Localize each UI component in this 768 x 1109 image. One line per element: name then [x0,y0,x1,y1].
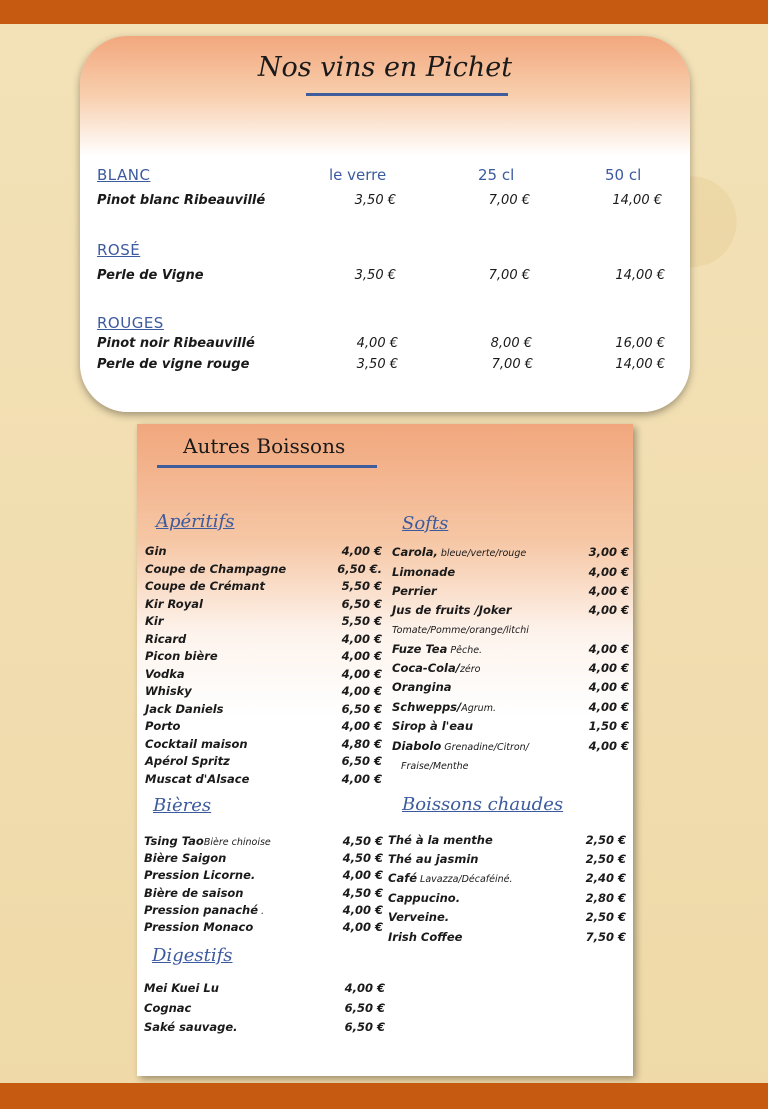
drink-name [145,702,224,716]
drink-name-text: Tsing Tao [144,834,204,848]
drink-name [388,833,493,847]
drink-price: 4,00 € [341,719,382,733]
wine-price-50cl: 14,00 € [612,193,662,208]
drink-price: 6,50 € [341,701,382,716]
drink-name-text: Café [388,871,418,885]
drink-name-text: Thé à la menthe [388,833,493,847]
wine-price-50cl: 16,00 € [615,336,665,351]
drink-price: 4,00 € [588,584,629,598]
drink-price: 4,50 € [342,834,383,848]
drink-name [388,852,478,866]
drink-name-text: Saké sauvage. [144,1020,238,1034]
drink-name-text: Thé au jasmin [388,852,479,866]
drink-name-text: Perrier [392,584,437,598]
drink-name-text: Jack Daniels [145,701,224,716]
drink-name [392,719,473,733]
drink-price: 4,00 € [342,903,383,917]
wine-price-25cl: 8,00 € [490,336,532,351]
drink-price: 4,00 € [342,868,383,882]
drink-name-text: Jus de fruits /Joker [392,603,512,617]
drink-price: 4,00 € [588,642,629,656]
drink-name-text: Apérol Spritz [145,754,230,768]
category-aperitifs: Apéritifs [156,511,235,532]
drink-price: 4,00 € [341,649,382,663]
drink-name [144,981,219,995]
drink-detail: zéro [459,664,481,675]
drink-name-text: Kir Royal [145,596,203,611]
drink-name [144,868,255,882]
drink-name [145,684,192,698]
drink-name-text: Vodka [145,666,185,681]
drink-name-text: Bière de saison [144,886,244,900]
wine-card-title: Nos vins en Pichet [257,52,513,83]
drink-name [145,667,185,681]
drink-name [392,700,496,714]
drink-name [144,1020,238,1034]
wine-price-25cl: 7,00 € [488,193,530,208]
bottom-orange-band [0,1083,768,1109]
drink-name-text: Picon bière [145,649,218,663]
col-head-glass: le verre [329,166,387,184]
drink-price: 2,50 € [585,833,626,847]
drink-name [145,737,248,751]
drink-name-text: Limonade [392,565,456,579]
section-rouges: ROUGES [97,314,164,332]
wine-price-glass: 3,50 € [354,268,396,283]
drink-price: 4,00 € [588,603,629,617]
drink-name-text: Cocktail maison [145,736,248,751]
drink-name-text: Pression Monaco [144,920,254,934]
drink-price: 5,50 € [341,579,382,593]
juice-flavors-note: Tomate/Pomme/orange/litchi [392,625,529,636]
drink-name [144,1001,191,1015]
drink-name-text: Mei Kuei Lu [144,981,219,995]
category-bieres: Bières [153,795,212,816]
drink-name [388,910,449,924]
drink-name [392,545,526,559]
drink-name [392,642,482,656]
category-softs: Softs [402,513,449,534]
drink-price: 4,00 € [588,680,629,694]
drink-name [145,562,286,576]
drink-name [144,903,264,917]
drink-detail: Bière chinoise [203,837,271,848]
drink-name-text: Diabolo [392,739,442,753]
drink-price: 4,80 € [341,736,382,751]
drink-price: 7,50 € [585,930,626,944]
section-blanc: BLANC [97,166,151,184]
drink-name-text: Whisky [145,684,192,698]
drink-price: 4,00 € [341,544,382,558]
drink-name [392,565,455,579]
drink-name-text: Gin [145,544,167,558]
category-boissons-chaudes: Boissons chaudes [402,794,564,815]
drink-detail: Lavazza/Décaféiné. [417,874,513,885]
drink-price: 4,00 € [588,700,629,714]
drink-name-text: Cognac [144,1001,192,1015]
drink-price: 2,50 € [585,910,626,924]
drink-price: 6,50 € [344,1001,385,1015]
drink-name-text: Pression panaché [144,903,259,917]
diabolo-flavors-note: Fraise/Menthe [401,761,469,772]
wine-price-25cl: 7,00 € [491,357,533,372]
drink-name [144,851,226,865]
wine-name: Perle de vigne rouge [97,357,250,372]
drink-name-text: Coupe de Crémant [145,579,265,593]
drink-detail: Grenadine/Citron/ [441,742,529,753]
drink-price: 4,00 € [341,631,382,646]
drink-name-text: Coupe de Champagne [145,561,287,576]
drink-name [145,754,230,768]
drink-name-text: Orangina [392,680,452,694]
wine-name: Pinot blanc Ribeauvillé [97,193,266,208]
drink-price: 6,50 €. [337,561,382,576]
wine-price-25cl: 7,00 € [488,268,530,283]
drink-price: 4,00 € [588,565,629,579]
drink-name [145,649,218,663]
drink-name [392,584,437,598]
drink-price: 4,00 € [344,981,385,995]
drink-price: 2,50 € [585,852,626,866]
drink-name [392,661,481,675]
drink-name-text: Fuze Tea [392,642,448,656]
drink-name [388,930,462,944]
drink-name [392,680,452,694]
drink-detail: . [258,906,265,917]
drink-name-text: Carola, [392,545,438,559]
wine-price-glass: 3,50 € [356,357,398,372]
section-rose: ROSÉ [97,241,141,259]
wine-price-glass: 3,50 € [354,193,396,208]
drink-name [145,614,164,628]
drink-name [144,886,244,900]
drink-name [145,544,167,558]
drink-name-text: Irish Coffee [388,930,463,944]
title-underline [157,465,377,468]
drink-name [145,719,180,733]
drink-name [144,920,253,934]
drink-price: 5,50 € [341,614,382,628]
drink-price: 4,00 € [588,739,629,753]
drink-name-text: Kir [145,614,164,628]
title-underline [306,93,508,96]
drink-price: 4,50 € [342,851,383,865]
drink-price: 6,50 € [341,754,382,768]
drinks-card-title: Autres Boissons [183,434,346,458]
drink-price: 2,40 € [585,871,626,885]
drink-name [145,632,186,646]
drink-name [388,891,460,905]
wine-price-50cl: 14,00 € [615,357,665,372]
drink-price: 4,00 € [341,771,382,786]
wine-pitcher-card [80,36,690,412]
wine-name: Perle de Vigne [97,268,204,283]
drink-name-text: Porto [145,719,181,733]
drink-price: 4,50 € [342,886,383,900]
wine-name: Pinot noir Ribeauvillé [97,336,255,351]
drink-price: 6,50 € [344,1020,385,1034]
drink-name-text: Pression Licorne. [144,868,256,882]
drink-name-text: Schwepps/ [392,700,462,714]
drink-name-text: Verveine. [388,910,450,924]
wine-price-50cl: 14,00 € [615,268,665,283]
drink-name-text: Cappucino. [388,891,461,905]
col-head-25cl: 25 cl [478,166,515,184]
drink-price: 6,50 € [341,596,382,611]
drink-price: 3,00 € [588,545,629,559]
drink-name [388,871,513,885]
drink-name [144,834,271,848]
other-drinks-card [137,424,633,1076]
top-orange-band [0,0,768,24]
drink-price: 1,50 € [588,719,629,733]
drink-price: 4,00 € [588,661,629,675]
drink-price: 4,00 € [341,684,382,698]
drink-price: 4,00 € [342,920,383,934]
drink-name-text: Muscat d'Alsace [145,771,250,786]
drink-price: 2,80 € [585,891,626,905]
wine-price-glass: 4,00 € [356,336,398,351]
drink-name-text: Coca-Cola/ [392,661,460,675]
drink-name-text: Sirop à l'eau [392,719,474,733]
drink-name [145,579,265,593]
drink-name-text: Ricard [145,631,187,646]
drink-price: 4,00 € [341,666,382,681]
drink-name [145,772,249,786]
col-head-50cl: 50 cl [605,166,642,184]
drink-name [392,603,512,617]
drink-detail: bleue/verte/rouge [437,548,527,559]
category-digestifs: Digestifs [152,945,233,966]
drink-detail: Pêche. [447,645,483,656]
drink-detail: Agrum. [461,703,496,714]
drink-name-text: Bière Saigon [144,851,227,865]
drink-name [145,597,203,611]
drink-name [392,739,529,753]
